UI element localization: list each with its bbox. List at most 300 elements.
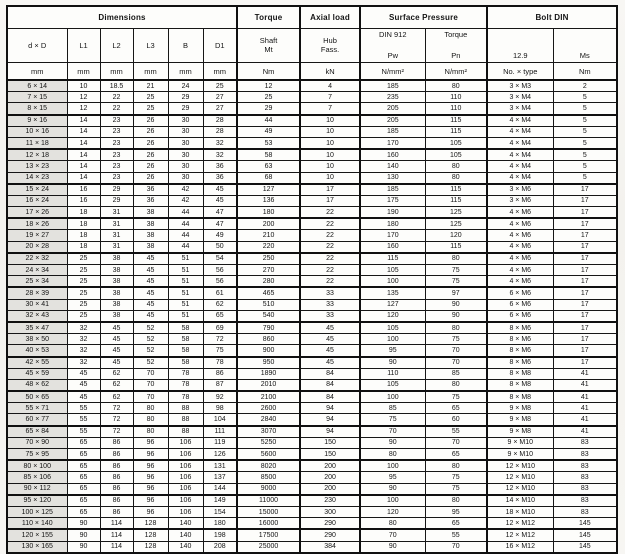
cell-value: 83 <box>553 483 617 495</box>
cell-value: 96 <box>133 460 168 472</box>
col-pw <box>360 29 425 63</box>
cell-value: 60 <box>425 414 487 426</box>
cell-value: 200 <box>300 483 360 495</box>
table-row <box>7 506 617 517</box>
cell-value: 80 <box>425 80 487 92</box>
col-pn <box>425 29 487 63</box>
cell-value: 1890 <box>237 368 300 379</box>
cell-value: 2100 <box>237 391 300 403</box>
cell-value: 86 <box>100 460 133 472</box>
cell-size-dxd: 42 × 55 <box>7 357 67 369</box>
cell-value: 94 <box>300 414 360 426</box>
cell-size-dxd: 28 × 39 <box>7 287 67 299</box>
cell-value: 55 <box>425 529 487 541</box>
cell-value: 75 <box>203 345 237 357</box>
col-grade <box>487 29 553 63</box>
cell-value: 45 <box>300 345 360 357</box>
header-group-row <box>7 6 617 29</box>
cell-value: 145 <box>553 529 617 541</box>
cell-value: 54 <box>203 253 237 265</box>
cell-value: 25 <box>133 92 168 103</box>
cell-value: 75 <box>425 391 487 403</box>
cell-value: 145 <box>553 541 617 553</box>
table-row <box>7 287 617 299</box>
cell-size-dxd: 65 × 84 <box>7 426 67 438</box>
cell-value: 9 × M10 <box>487 437 553 448</box>
cell-value: 130 <box>360 172 425 184</box>
cell-value: 17 <box>553 345 617 357</box>
cell-value: 45 <box>133 276 168 288</box>
cell-value: 44 <box>237 115 300 127</box>
cell-value: 14 × M10 <box>487 495 553 507</box>
cell-value: 58 <box>168 357 203 369</box>
cell-value: 100 <box>360 460 425 472</box>
cell-size-dxd: 8 × 15 <box>7 103 67 115</box>
pn-label: Pn <box>451 50 461 60</box>
table-row <box>7 414 617 426</box>
cell-value: 106 <box>168 506 203 517</box>
cell-value: 136 <box>237 195 300 206</box>
cell-value: 65 <box>67 449 100 461</box>
cell-value: 63 <box>237 161 300 172</box>
cell-value: 17 <box>553 230 617 241</box>
table-row <box>7 518 617 530</box>
cell-value: 170 <box>360 137 425 149</box>
cell-value: 72 <box>100 403 133 414</box>
cell-size-dxd: 18 × 26 <box>7 218 67 230</box>
cell-value: 860 <box>237 334 300 345</box>
cell-value: 86 <box>100 495 133 507</box>
cell-value: 9 × M8 <box>487 403 553 414</box>
cell-value: 119 <box>203 437 237 448</box>
cell-value: 106 <box>168 460 203 472</box>
cell-value: 12 <box>67 92 100 103</box>
cell-value: 14 <box>67 172 100 184</box>
cell-value: 205 <box>360 115 425 127</box>
cell-value: 128 <box>133 541 168 553</box>
cell-value: 23 <box>100 172 133 184</box>
cell-value: 45 <box>133 253 168 265</box>
cell-value: 72 <box>100 414 133 426</box>
table-row <box>7 218 617 230</box>
cell-value: 96 <box>133 437 168 448</box>
cell-value: 125 <box>425 207 487 219</box>
cell-value: 3 × M6 <box>487 184 553 196</box>
cell-value: 29 <box>100 195 133 206</box>
table-row <box>7 437 617 448</box>
table-row <box>7 149 617 161</box>
cell-value: 14 <box>67 149 100 161</box>
cell-value: 154 <box>203 506 237 517</box>
cell-value: 170 <box>360 230 425 241</box>
cell-value: 38 <box>133 230 168 241</box>
cell-value: 105 <box>425 149 487 161</box>
cell-value: 17 <box>300 184 360 196</box>
cell-size-dxd: 19 × 27 <box>7 230 67 241</box>
cell-value: 32 <box>203 149 237 161</box>
cell-value: 45 <box>67 391 100 403</box>
cell-value: 25000 <box>237 541 300 553</box>
cell-value: 12 <box>237 80 300 92</box>
cell-value: 38 <box>133 241 168 253</box>
cell-value: 5 <box>553 126 617 137</box>
cell-value: 50 <box>203 241 237 253</box>
cell-value: 100 <box>360 334 425 345</box>
cell-value: 131 <box>203 460 237 472</box>
col-ms <box>553 29 617 63</box>
cell-value: 9 × M8 <box>487 414 553 426</box>
table-row <box>7 80 617 92</box>
cell-value: 208 <box>203 541 237 553</box>
cell-value: 65 <box>67 460 100 472</box>
cell-value: 4 × M6 <box>487 276 553 288</box>
cell-value: 280 <box>237 276 300 288</box>
cell-value: 28 <box>203 126 237 137</box>
cell-size-dxd: 95 × 120 <box>7 495 67 507</box>
table-row <box>7 334 617 345</box>
cell-value: 5250 <box>237 437 300 448</box>
cell-value: 70 <box>133 379 168 391</box>
cell-value: 95 <box>360 345 425 357</box>
cell-value: 270 <box>237 265 300 276</box>
cell-value: 38 <box>133 207 168 219</box>
cell-value: 180 <box>360 218 425 230</box>
cell-value: 3 × M3 <box>487 80 553 92</box>
cell-size-dxd: 100 × 125 <box>7 506 67 517</box>
cell-size-dxd: 55 × 71 <box>7 403 67 414</box>
cell-value: 114 <box>100 541 133 553</box>
cell-value: 115 <box>425 115 487 127</box>
cell-value: 100 <box>360 391 425 403</box>
cell-value: 22 <box>100 92 133 103</box>
cell-value: 22 <box>300 218 360 230</box>
cell-value: 29 <box>237 103 300 115</box>
cell-value: 72 <box>100 426 133 438</box>
cell-value: 70 <box>425 345 487 357</box>
cell-value: 36 <box>203 172 237 184</box>
cell-value: 52 <box>133 334 168 345</box>
table-row <box>7 357 617 369</box>
cell-value: 31 <box>100 207 133 219</box>
cell-value: 33 <box>300 310 360 322</box>
cell-value: 70 <box>425 437 487 448</box>
cell-value: 8 × M8 <box>487 368 553 379</box>
cell-value: 9 × M8 <box>487 426 553 438</box>
cell-value: 900 <box>237 345 300 357</box>
cell-value: 2840 <box>237 414 300 426</box>
cell-value: 94 <box>300 426 360 438</box>
cell-value: 78 <box>203 357 237 369</box>
cell-value: 12 × M10 <box>487 483 553 495</box>
cell-value: 44 <box>168 230 203 241</box>
cell-value: 16000 <box>237 518 300 530</box>
cell-value: 56 <box>203 276 237 288</box>
cell-value: 25 <box>237 92 300 103</box>
header-dimensions: Dimensions <box>7 6 237 29</box>
cell-value: 17 <box>300 195 360 206</box>
cell-value: 17 <box>553 241 617 253</box>
cell-value: 950 <box>237 357 300 369</box>
cell-value: 4 × M6 <box>487 253 553 265</box>
cell-size-dxd: 14 × 23 <box>7 172 67 184</box>
cell-value: 30 <box>168 161 203 172</box>
cell-value: 38 <box>100 287 133 299</box>
cell-value: 78 <box>168 391 203 403</box>
cell-value: 51 <box>168 253 203 265</box>
table-row <box>7 137 617 149</box>
cell-value: 68 <box>237 172 300 184</box>
cell-value: 58 <box>237 149 300 161</box>
torque-sub-label: Torque <box>444 30 468 39</box>
cell-value: 185 <box>360 126 425 137</box>
cell-value: 200 <box>300 472 360 483</box>
cell-value: 86 <box>203 368 237 379</box>
cell-value: 33 <box>300 299 360 310</box>
cell-value: 62 <box>100 391 133 403</box>
cell-value: 12 × M12 <box>487 518 553 530</box>
cell-size-dxd: 80 × 100 <box>7 460 67 472</box>
cell-value: 88 <box>168 426 203 438</box>
cell-value: 96 <box>133 449 168 461</box>
coupling-spec-table <box>6 5 618 554</box>
cell-value: 97 <box>425 287 487 299</box>
cell-value: 80 <box>360 449 425 461</box>
cell-value: 41 <box>553 391 617 403</box>
cell-value: 9000 <box>237 483 300 495</box>
cell-value: 110 <box>360 368 425 379</box>
cell-value: 51 <box>168 287 203 299</box>
cell-value: 198 <box>203 529 237 541</box>
cell-value: 25 <box>67 310 100 322</box>
cell-value: 23 <box>100 137 133 149</box>
cell-value: 36 <box>203 161 237 172</box>
cell-value: 120 <box>360 310 425 322</box>
cell-value: 10 <box>300 161 360 172</box>
cell-value: 38 <box>100 299 133 310</box>
cell-value: 26 <box>133 126 168 137</box>
cell-value: 80 <box>133 403 168 414</box>
cell-value: 88 <box>168 414 203 426</box>
cell-value: 41 <box>553 426 617 438</box>
cell-value: 45 <box>100 322 133 334</box>
cell-value: 290 <box>300 518 360 530</box>
cell-value: 6 × M6 <box>487 310 553 322</box>
cell-value: 45 <box>300 357 360 369</box>
cell-value: 30 <box>168 115 203 127</box>
cell-value: 120 <box>360 506 425 517</box>
cell-value: 45 <box>100 345 133 357</box>
cell-value: 115 <box>425 241 487 253</box>
cell-value: 17 <box>553 287 617 299</box>
cell-value: 84 <box>300 391 360 403</box>
col-l3: L3 <box>133 29 168 63</box>
table-row <box>7 265 617 276</box>
table-row <box>7 230 617 241</box>
cell-value: 83 <box>553 472 617 483</box>
cell-value: 80 <box>425 495 487 507</box>
cell-value: 31 <box>100 218 133 230</box>
table-row <box>7 299 617 310</box>
cell-value: 55 <box>425 426 487 438</box>
cell-value: 75 <box>425 483 487 495</box>
cell-value: 52 <box>133 345 168 357</box>
table-row <box>7 460 617 472</box>
cell-value: 250 <box>237 253 300 265</box>
cell-size-dxd: 60 × 77 <box>7 414 67 426</box>
cell-value: 38 <box>133 218 168 230</box>
cell-value: 5 <box>553 115 617 127</box>
cell-value: 18 × M10 <box>487 506 553 517</box>
cell-value: 42 <box>168 184 203 196</box>
cell-value: 32 <box>203 137 237 149</box>
cell-size-dxd: 20 × 28 <box>7 241 67 253</box>
cell-value: 17 <box>553 357 617 369</box>
cell-value: 65 <box>67 506 100 517</box>
cell-value: 88 <box>168 403 203 414</box>
cell-value: 8 × M8 <box>487 379 553 391</box>
cell-value: 22 <box>300 241 360 253</box>
cell-value: 65 <box>67 437 100 448</box>
cell-value: 4 × M6 <box>487 218 553 230</box>
table-row <box>7 310 617 322</box>
table-row <box>7 92 617 103</box>
cell-value: 6 × M6 <box>487 287 553 299</box>
cell-size-dxd: 13 × 23 <box>7 161 67 172</box>
cell-value: 80 <box>425 253 487 265</box>
cell-value: 23 <box>100 126 133 137</box>
cell-value: 78 <box>168 379 203 391</box>
cell-value: 75 <box>425 265 487 276</box>
cell-value: 65 <box>203 310 237 322</box>
cell-value: 300 <box>300 506 360 517</box>
cell-value: 111 <box>203 426 237 438</box>
cell-value: 100 <box>360 495 425 507</box>
cell-value: 51 <box>168 265 203 276</box>
cell-value: 44 <box>168 218 203 230</box>
cell-value: 25 <box>133 103 168 115</box>
cell-value: 42 <box>168 195 203 206</box>
col-hub-fass <box>300 29 360 63</box>
cell-value: 4 × M4 <box>487 161 553 172</box>
cell-value: 80 <box>360 518 425 530</box>
cell-value: 22 <box>300 265 360 276</box>
cell-size-dxd: 32 × 43 <box>7 310 67 322</box>
cell-value: 790 <box>237 322 300 334</box>
cell-value: 3 × M6 <box>487 195 553 206</box>
cell-value: 17 <box>553 322 617 334</box>
cell-value: 86 <box>100 472 133 483</box>
cell-size-dxd: 22 × 32 <box>7 253 67 265</box>
cell-value: 125 <box>425 218 487 230</box>
cell-value: 65 <box>425 403 487 414</box>
cell-size-dxd: 70 × 90 <box>7 437 67 448</box>
cell-value: 140 <box>168 541 203 553</box>
cell-value: 12 <box>67 103 100 115</box>
col-shaft-mt <box>237 29 300 63</box>
cell-value: 94 <box>300 403 360 414</box>
cell-value: 144 <box>203 483 237 495</box>
cell-value: 86 <box>100 506 133 517</box>
cell-value: 38 <box>100 276 133 288</box>
col-b: B <box>168 29 203 63</box>
cell-value: 7 <box>300 103 360 115</box>
cell-value: 30 <box>168 137 203 149</box>
col-d1: D1 <box>203 29 237 63</box>
table-row <box>7 472 617 483</box>
cell-value: 17 <box>553 299 617 310</box>
cell-value: 140 <box>360 161 425 172</box>
cell-value: 62 <box>100 368 133 379</box>
cell-size-dxd: 16 × 24 <box>7 195 67 206</box>
unit-no-type: No. × type <box>487 63 553 81</box>
cell-size-dxd: 50 × 65 <box>7 391 67 403</box>
cell-value: 33 <box>300 287 360 299</box>
cell-value: 11000 <box>237 495 300 507</box>
cell-value: 17 <box>553 184 617 196</box>
cell-value: 90 <box>360 541 425 553</box>
cell-value: 4 × M6 <box>487 241 553 253</box>
cell-value: 105 <box>425 137 487 149</box>
cell-value: 115 <box>425 126 487 137</box>
table-row <box>7 195 617 206</box>
cell-value: 14 <box>67 161 100 172</box>
cell-value: 16 <box>67 184 100 196</box>
cell-value: 17 <box>553 310 617 322</box>
cell-value: 6 × M6 <box>487 299 553 310</box>
cell-value: 26 <box>133 161 168 172</box>
table-row <box>7 345 617 357</box>
cell-value: 14 <box>67 115 100 127</box>
cell-value: 25 <box>67 276 100 288</box>
table-row <box>7 253 617 265</box>
cell-size-dxd: 15 × 24 <box>7 184 67 196</box>
cell-value: 114 <box>100 518 133 530</box>
cell-value: 126 <box>203 449 237 461</box>
cell-value: 92 <box>203 391 237 403</box>
cell-value: 25 <box>203 80 237 92</box>
cell-value: 2600 <box>237 403 300 414</box>
cell-value: 45 <box>203 195 237 206</box>
cell-value: 75 <box>360 414 425 426</box>
header-sub-row <box>7 29 617 63</box>
cell-value: 70 <box>425 357 487 369</box>
cell-size-dxd: 45 × 59 <box>7 368 67 379</box>
mt-label: Mt <box>264 44 273 54</box>
cell-value: 85 <box>360 403 425 414</box>
cell-value: 104 <box>203 414 237 426</box>
cell-value: 96 <box>133 472 168 483</box>
cell-value: 127 <box>237 184 300 196</box>
cell-value: 3070 <box>237 426 300 438</box>
cell-value: 200 <box>300 460 360 472</box>
cell-size-dxd: 38 × 50 <box>7 334 67 345</box>
cell-value: 106 <box>168 437 203 448</box>
cell-value: 384 <box>300 541 360 553</box>
cell-value: 7 <box>300 92 360 103</box>
cell-value: 83 <box>553 449 617 461</box>
cell-value: 3 × M4 <box>487 92 553 103</box>
cell-value: 45 <box>133 287 168 299</box>
col-l1: L1 <box>67 29 100 63</box>
cell-value: 150 <box>300 449 360 461</box>
cell-value: 110 <box>425 103 487 115</box>
cell-value: 18 <box>67 241 100 253</box>
cell-value: 10 <box>300 137 360 149</box>
cell-value: 128 <box>133 518 168 530</box>
cell-value: 80 <box>133 414 168 426</box>
table-row <box>7 426 617 438</box>
cell-size-dxd: 75 × 95 <box>7 449 67 461</box>
